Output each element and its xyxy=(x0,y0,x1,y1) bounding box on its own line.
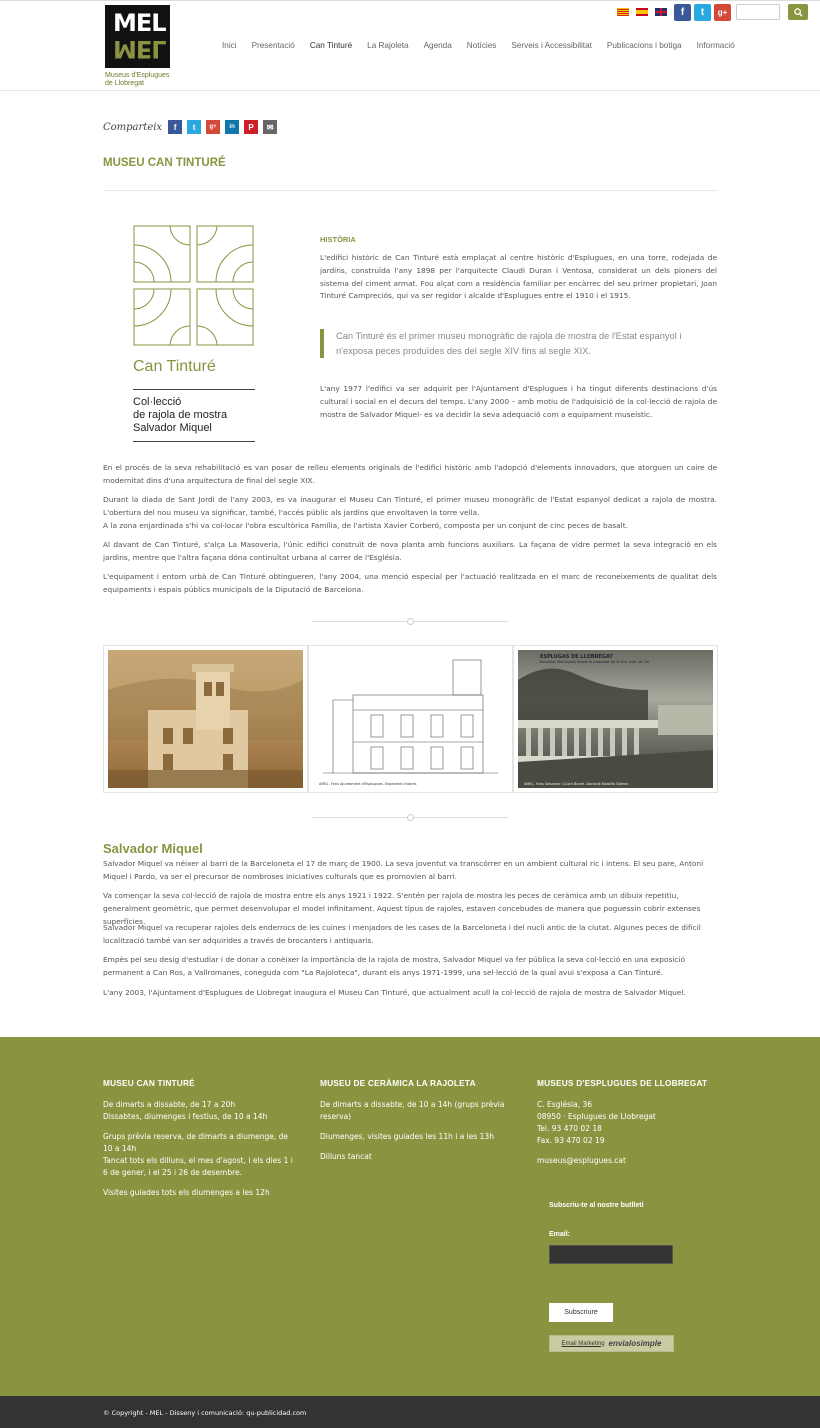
share-pinterest-icon[interactable]: P xyxy=(244,120,258,134)
tower-photo-illustration xyxy=(108,650,303,788)
footer-col1-line1: De dimarts a dissabte, de 17 a 20h xyxy=(103,1100,236,1109)
can-tinture-tile-logo xyxy=(133,225,255,349)
balustrade-illustration xyxy=(518,650,713,788)
footer-col3-heading: MUSEUS D'ESPLUGUES DE LLOBREGAT xyxy=(537,1078,708,1088)
nav-item-publicacions[interactable]: Publicacions i botiga xyxy=(606,41,682,50)
body-paragraph-4: L'equipament i entorn urbà de Can Tinturé obtingueren, l'any 2004, una menció especial per l'actuació realitzada en el marc de reconeixements de qualitat dels equipaments i espais públics municipals de la Diputació de Barcelona. xyxy=(103,572,717,594)
collection-line3: Salvador Miquel xyxy=(133,422,212,434)
share-facebook-icon[interactable]: f xyxy=(168,120,182,134)
can-tinture-logo-name: Can Tinturé xyxy=(133,358,216,375)
footer-col-contact xyxy=(537,1077,737,1167)
search-input[interactable] xyxy=(736,4,780,20)
nav-item-presentacio[interactable]: Presentació xyxy=(251,41,295,50)
nav-item-agenda[interactable]: Agenda xyxy=(423,41,452,50)
nav-item-inici[interactable]: Inici xyxy=(222,41,237,50)
logo-text: MEL xyxy=(113,9,166,37)
newsletter-email-label: Email: xyxy=(549,1231,571,1238)
language-catalan-flag-icon[interactable] xyxy=(617,8,629,16)
language-spanish-flag-icon[interactable] xyxy=(636,8,648,16)
email-marketing-link[interactable]: Email Marketing xyxy=(561,1340,605,1347)
nav-item-informacio[interactable]: Informació xyxy=(696,41,735,50)
gallery-item[interactable] xyxy=(513,645,718,793)
nav-item-noticies[interactable]: Notícies xyxy=(466,41,497,50)
body-paragraph-1: En el procés de la seva rehabilitació es van posar de relleu elements originals de l'edifici històric amb l'adopció d'elements innovadors, que atorguen un caire de modernitat dins d'una arquitectura de final del segle XIX. xyxy=(103,463,717,485)
postcard-caption: AMEL. Fons Salvador i Lluch Bonet. Donació Rodolfo Gómez xyxy=(524,782,629,786)
nav-item-serveis[interactable]: Serveis i Accessibilitat xyxy=(511,41,592,50)
footer-postcode: 08950 · Esplugues de Llobregat xyxy=(537,1112,656,1121)
footer-address: C. Església, 36 xyxy=(537,1100,593,1109)
footer-col1-line2: Dissabtes, diumenges i festius, de 10 a 14h xyxy=(103,1112,268,1121)
historia-paragraph-1: L'edifici històric de Can Tinturé està emplaçat al centre històric d'Esplugues, en una torre, rodejada de jardins, construïda l'any 1898 per l'arquitecte Claudi Duran i Ventosa, considerat un dels pioners del sistema del ciment armat. Fou alçat com a residència familiar per encàrrec del seu primer propietari, Joan Tinturé Campreciós, qui va ser regidor i alcalde d'Esplugues entre el 1910 i el 1915. xyxy=(320,253,717,301)
logo-subtitle-line2: de Llobregat xyxy=(105,80,144,87)
elevation-drawing-illustration xyxy=(313,650,508,788)
email-marketing-badge[interactable] xyxy=(549,1335,674,1352)
search-button[interactable] xyxy=(788,4,808,20)
body-paragraph-2b: A la zona enjardinada s'hi va col·locar l'obra escultòrica Família, de l'artista Xavier Corberó, composta per un conjunt de cinc peces de basalt. xyxy=(103,521,628,530)
title-divider xyxy=(103,190,717,191)
page-title: MUSEU CAN TINTURÉ xyxy=(103,157,226,169)
share-twitter-icon[interactable]: t xyxy=(187,120,201,134)
nav-item-can-tinture[interactable]: Can Tinturé xyxy=(309,41,353,50)
site-footer xyxy=(0,1037,820,1396)
top-utility-bar xyxy=(617,3,808,21)
logo-subtitle xyxy=(105,72,171,88)
footer-col1-line5: Visites guiades tots els diumenges a les 12h xyxy=(103,1188,270,1197)
footer-fax: Fax. 93 470 02 19 xyxy=(537,1136,605,1145)
nav-item-la-rajoleta[interactable]: La Rajoleta xyxy=(367,41,409,50)
drawing-caption: AMEL. Fons Ajuntament d'Esplugues. Expedient d'obres xyxy=(319,782,417,786)
body-paragraph-3: Al davant de Can Tinturé, s'alça La Masoveria, l'únic edifici construït de nova planta amb funcions auxiliars. La façana de vidre permet la seva integració en els jardins, mentre que l'altra façana dóna continuïtat urbana al carrer de l'Església. xyxy=(103,540,717,562)
footer-col2-line2: Diumenges, visites guiades les 11h i a les 13h xyxy=(320,1132,494,1141)
salvador-paragraph-4: Empès pel seu desig d'estudiar i de donar a conèixer la importància de la rajola de mostra, Salvador Miquel va fer pública la seva col·lecció en una exposició permanent a Can Ros, a Vallromanes, coneguda com "La Rajoloteca", durant els anys 1971-1999, una sel·lecció de la qual avui s'exposa a Can Tinturé. xyxy=(103,955,686,977)
logo-subtitle-line1: Museus d'Esplugues xyxy=(105,72,170,79)
footer-col2-line3: Dilluns tancat xyxy=(320,1152,372,1161)
logo-line-top xyxy=(133,389,255,390)
salvador-miquel-heading: Salvador Miquel xyxy=(103,841,203,856)
architectural-drawing xyxy=(313,650,508,788)
ornament-divider-1 xyxy=(312,621,508,622)
footer-col-can-tinture xyxy=(103,1077,293,1199)
magnifier-icon xyxy=(794,8,803,17)
tower-photo xyxy=(108,650,303,788)
facebook-icon[interactable]: f xyxy=(674,4,691,21)
postcard-photo xyxy=(518,650,713,788)
collection-line1: Col·lecció xyxy=(133,396,182,408)
historia-paragraph-2: L'any 1977 l'edifici va ser adquirit per l'Ajuntament d'Esplugues i ha tingut diferents destinacions d'ús cultural i social en el decurs del temps. L'any 2000 – amb motiu de l'adquisició de la col·lecció de rajola de mostra de Salvador Miquel- es va decidir la seva adequació com a equipament museístic. xyxy=(320,384,717,419)
footer-phone: Tel. 93 470 02 18 xyxy=(537,1124,602,1133)
footer-col1-heading: MUSEU CAN TINTURÉ xyxy=(103,1078,195,1088)
share-label: Comparteix xyxy=(103,121,163,133)
gallery-item[interactable] xyxy=(308,645,513,793)
logo-text-reflection: MEL xyxy=(113,35,166,63)
collection-line2: de rajola de mostra xyxy=(133,409,228,421)
newsletter-title: Subscriu-te al nostre butlletí xyxy=(549,1202,644,1209)
gallery-item[interactable] xyxy=(103,645,308,793)
historia-quote: Can Tinturé és el primer museu monogràfic de rajola de mostra de l'Estat espanyol i n'exposa peces produïdes des del segle XIV fins al segle XIX. xyxy=(320,329,717,358)
language-english-flag-icon[interactable] xyxy=(655,8,667,16)
site-header xyxy=(0,0,820,91)
share-googleplus-icon[interactable]: g+ xyxy=(206,120,220,134)
salvador-paragraph-1: Salvador Miquel va néixer al barri de la Barceloneta el 17 de març de 1900. La seva joventut va transcórrer en un ambient cultural ric i intens. El seu pare, Antoni Miquel i Pardo, va ser el precursor de nombroses iniciatives culturals que es promovien al barri. xyxy=(103,859,704,881)
googleplus-icon[interactable]: g+ xyxy=(714,4,731,21)
salvador-paragraph-3: Salvador Miquel va recuperar rajoles dels enderrocs de les cuines i menjadors de les cases de la Barceloneta i del nucli antic de la ciutat. Algunes peces de difícil localització també van ser adquirides a través de brocanters i antiquaris. xyxy=(103,923,701,945)
body-paragraph-2a: Durant la diada de Sant Jordi de l'any 2003, es va inaugurar el Museu Can Tinturé, el primer museu monogràfic de l'Estat espanyol dedicat a rajola de mostra. L'obertura del nou museu va significar, també, l'accés públic als jardins que envoltaven la torre vella. xyxy=(103,495,717,517)
site-logo[interactable] xyxy=(105,5,171,88)
footer-col2-line1: De dimarts a dissabte, de 10 a 14h (grups prèvia reserva) xyxy=(320,1100,505,1121)
share-email-icon[interactable]: ✉ xyxy=(263,120,277,134)
copyright-bar: © Copyright - MEL - Disseny i comunicació: qu-publicidad.com xyxy=(0,1396,820,1428)
photo-gallery xyxy=(103,645,717,793)
footer-col2-heading: MUSEU DE CERÀMICA LA RAJOLETA xyxy=(320,1078,476,1088)
collection-title xyxy=(133,396,255,435)
logo-mark xyxy=(105,5,170,68)
envialosimple-brand: envialosimple xyxy=(608,1339,662,1348)
twitter-icon[interactable]: t xyxy=(694,4,711,21)
newsletter-subscribe-button[interactable]: Subscriure xyxy=(549,1303,613,1322)
share-linkedin-icon[interactable]: in xyxy=(225,120,239,134)
ornament-divider-2 xyxy=(312,817,508,818)
historia-heading: HISTÒRIA xyxy=(320,235,356,244)
postcard-subtitle: Escuelas Municipals desde la propietat de la Sra. Vda. de Tin xyxy=(540,660,650,664)
footer-email-link[interactable]: museus@esplugues.cat xyxy=(537,1156,626,1165)
main-nav xyxy=(222,41,750,50)
postcard-title: ESPLUGAS DE LLOBREGAT xyxy=(540,654,613,660)
logo-line-bottom xyxy=(133,441,255,442)
footer-col1-line4: Tancat tots els dilluns, el mes d'agost, i els dies 1 i 6 de gener, i el 25 i 26 de desembre. xyxy=(103,1156,293,1177)
salvador-paragraph-5: L'any 2003, l'Ajuntament d'Esplugues de Llobregat inaugura el Museu Can Tinturé, que actualment acull la col·lecció de rajola de mostra de Salvador Miquel. xyxy=(103,988,686,997)
footer-col-la-rajoleta xyxy=(320,1077,510,1163)
share-bar xyxy=(103,120,277,134)
newsletter-email-input[interactable] xyxy=(549,1245,673,1264)
salvador-paragraph-2: Va començar la seva col·lecció de rajola de mostra entre els anys 1921 i 1922. S'entén per rajola de mostra les peces de ceràmica amb un dibuix repetitiu, generalment geomètric, que permet desenvolupar el model infinitament. Aquest tipus de rajoles, estaven concebudes de manera que poguessin cobrir extenses superfícies. xyxy=(103,891,701,926)
footer-col1-line3: Grups prèvia reserva, de dimarts a diumenge, de 10 a 14h xyxy=(103,1132,289,1153)
